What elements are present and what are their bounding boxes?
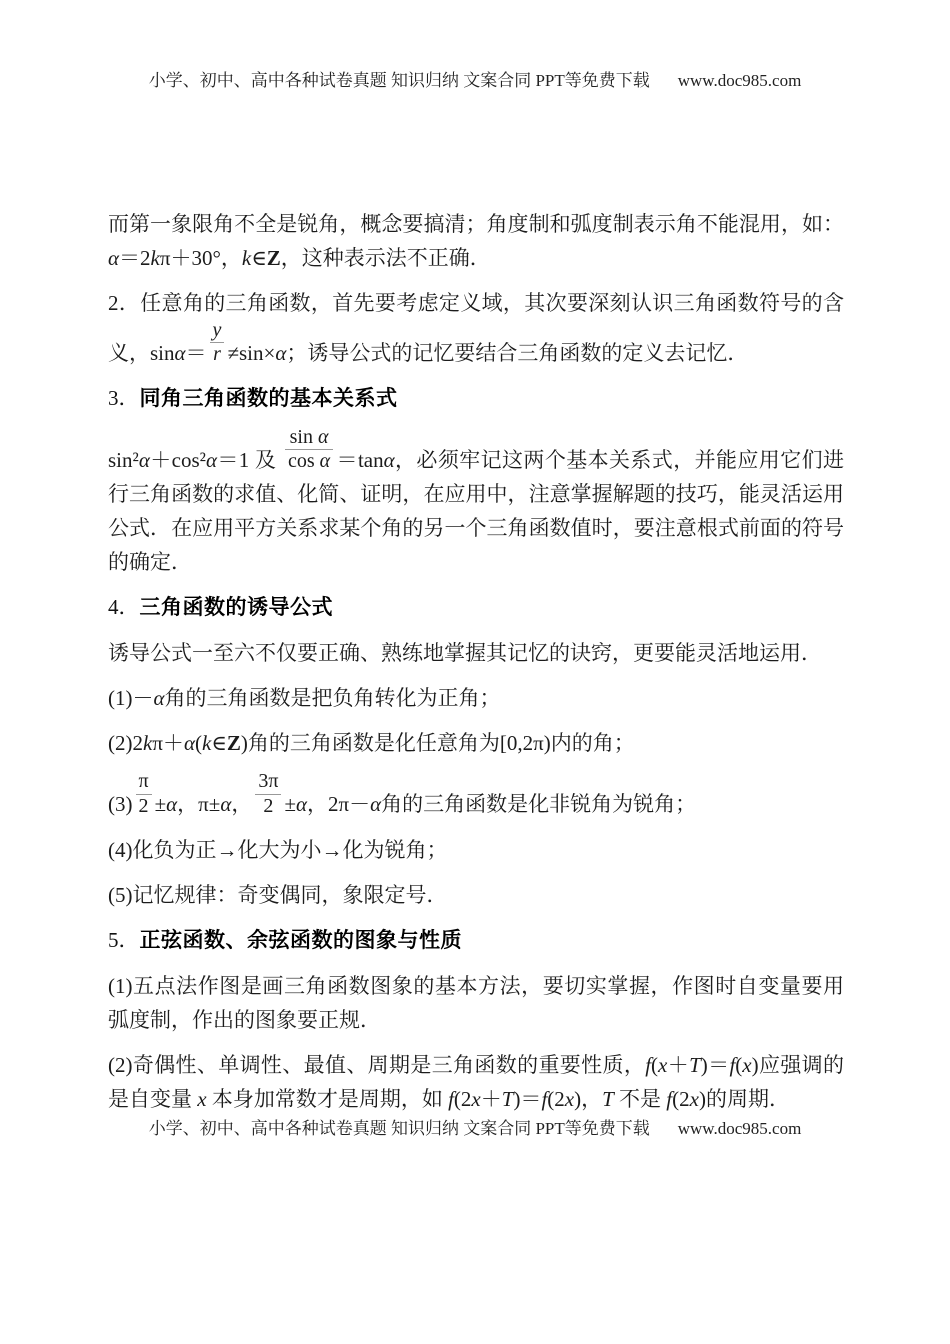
math-variable: f <box>666 1086 673 1111</box>
paragraph: (2)2kπ＋α(k∈Z)角的三角函数是化任意角为[0,2π)内的角； <box>108 731 635 756</box>
header-url: www.doc985.com <box>677 71 802 90</box>
math-variable: α <box>153 686 165 711</box>
fraction-numerator <box>210 320 225 343</box>
section-number: 3． <box>108 386 140 411</box>
header-text: 小学、初中、高中各种试卷真题 知识归纳 文案合同 PPT等免费下载 <box>148 71 650 90</box>
fraction-numerator: sin α <box>285 427 333 450</box>
paragraph: (2)奇偶性、单调性、最值、周期是三角函数的重要性质，f(x＋T)＝f(x)应强调的是自变量 x 本身加常数才是周期，如 f(2x＋T)＝f(2x)，T 不是 f(2x)的周期． <box>108 1052 845 1111</box>
math-variable: y <box>212 319 222 341</box>
fraction-denominator <box>210 343 225 365</box>
paragraph: (3) $\frac{\pi}{2}$ ±α，π±α， $\frac{3\pi}{2}$ ±α，2π－α角的三角函数是化非锐角为锐角； <box>108 770 697 817</box>
math-variable: T <box>602 1086 614 1111</box>
page-footer <box>0 1114 950 1139</box>
fraction-numerator: π <box>136 771 152 794</box>
math-variable: α <box>370 792 382 817</box>
paragraph: (5)记忆规律：奇变偶同，象限定号． <box>108 882 448 907</box>
math-variable: α <box>317 426 329 449</box>
math-variable: k <box>201 731 212 756</box>
footer-url: www.doc985.com <box>677 1119 802 1138</box>
section-title: 正弦函数、余弦函数的图象与性质 <box>139 928 462 952</box>
math-variable: f <box>729 1052 736 1077</box>
fraction-numerator: 3π <box>255 771 281 794</box>
paragraph: 而第一象限角不全是锐角，概念要搞清；角度制和弧度制表示角不能混用，如：α＝2kπ＋30°，k∈Z，这种表示法不正确． <box>108 212 844 270</box>
fraction-denominator: 2 <box>263 794 274 817</box>
fraction <box>255 771 281 816</box>
math-variable: α <box>220 792 232 817</box>
math-variable: x <box>658 1052 668 1077</box>
math-variable: x <box>564 1086 575 1111</box>
page-header <box>0 66 950 91</box>
math-variable: α <box>275 341 287 366</box>
math-variable: α <box>295 792 308 817</box>
math-variable: x <box>197 1086 207 1111</box>
math-variable: f <box>541 1086 548 1111</box>
math-variable: k <box>150 246 160 270</box>
paragraph: 诱导公式一至六不仅要正确、熟练地掌握其记忆的诀窍，更要能灵活地运用． <box>108 641 822 666</box>
math-variable: α <box>108 246 120 270</box>
paragraph: (1)五点法作图是画三角函数图象的基本方法，要切实掌握，作图时自变量要用弧度制，作出的图象要正规． <box>108 973 844 1032</box>
math-variable: r <box>213 343 221 366</box>
paragraph: sin²α＋cos²α＝1 及 $\frac{\text{sin α}}{\text{cos α}}$ ＝tanα，必须牢记这两个基本关系式，并能应用它们进行三角函数的求值、化简、证明，在应用中，注意掌握解题的技巧，能灵活运用公式．在应用平方关系求某个角的另一个三角函数值时，要注意根式前面的符号的确定． <box>108 426 845 575</box>
fraction <box>136 771 152 816</box>
math-variable: x <box>471 1086 481 1111</box>
math-variable: T <box>689 1052 701 1077</box>
section-heading <box>108 590 844 625</box>
math-variable: f <box>448 1086 454 1111</box>
fraction <box>285 427 333 472</box>
math-variable: α <box>166 792 178 817</box>
section-number: 4． <box>108 595 140 620</box>
math-variable: k <box>143 731 153 756</box>
paragraph: 2．任意角的三角函数，首先要考虑定义域，其次要深刻认识三角函数符号的含义，sinα＝ $\frac{y}{r}$ ≠sin×α；诱导公式的记忆要结合三角函数的定义去记忆． <box>108 291 844 366</box>
math-variable: α <box>174 341 186 366</box>
math-variable: α <box>138 448 150 473</box>
paragraph: (4)化负为正→化大为小→化为锐角； <box>108 837 448 862</box>
math-variable: T <box>501 1086 514 1111</box>
math-variable: x <box>742 1052 752 1077</box>
section-number: 5． <box>108 927 140 952</box>
paragraph: (1)－α角的三角函数是把负角转化为正角； <box>108 686 501 711</box>
math-variable: α <box>183 731 195 756</box>
math-variable: k <box>241 246 252 270</box>
section-heading <box>108 923 844 958</box>
math-variable: α <box>383 448 395 473</box>
document-body <box>108 207 844 1127</box>
section-heading <box>108 381 844 416</box>
math-variable: α <box>319 450 331 473</box>
math-variable: f <box>645 1052 652 1077</box>
math-variable: x <box>689 1086 699 1111</box>
fraction-denominator: 2 <box>138 794 149 817</box>
bold-symbol: Z <box>266 246 281 270</box>
math-variable: α <box>205 448 217 473</box>
bold-symbol: Z <box>226 731 241 756</box>
section-title: 三角函数的诱导公式 <box>139 596 333 620</box>
fraction-denominator: cos α <box>287 450 331 473</box>
section-title: 同角三角函数的基本关系式 <box>139 387 398 411</box>
fraction <box>210 320 225 365</box>
footer-text: 小学、初中、高中各种试卷真题 知识归纳 文案合同 PPT等免费下载 <box>148 1119 650 1138</box>
